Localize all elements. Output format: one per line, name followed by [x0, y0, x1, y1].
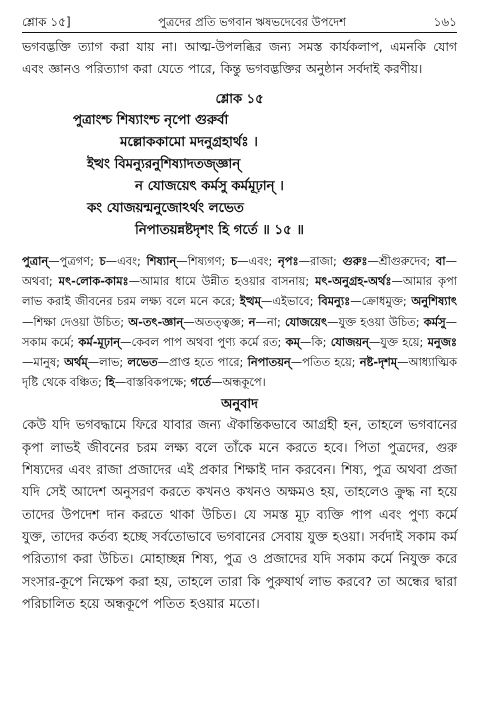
synonym-dash: —: [255, 314, 267, 329]
synonym-word: ইত্থম্: [239, 294, 261, 309]
synonym-dash: —: [48, 254, 60, 268]
synonym-dash: —: [237, 254, 249, 268]
header-page-number: ১৬১: [433, 15, 457, 29]
synonym-meaning: আধ্যাত্মিক দৃষ্টি থেকে বঞ্চিত: [22, 355, 457, 390]
synonym-meaning: অন্ধকূপে: [222, 375, 262, 390]
synonym-meaning: মানুষ: [33, 355, 57, 370]
synonym-dash: —: [298, 254, 310, 268]
synonym-word: অর্থম্: [64, 355, 88, 370]
synonym-meaning: কি: [311, 334, 323, 349]
intro-paragraph: ভগবদ্ভক্তি ত্যাগ করা যায় না। আত্ম-উপলব্ধির জন্য সমস্ত কার্যকলাপ, এমনকি যোগ এবং জ্ঞানও পরিত্যাগ করা যেতে পারে, কিন্তু ভগবদ্ভক্তির অনুষ্ঠান সর্বদাই করণীয়।: [22, 40, 457, 76]
synonym-dash: —: [391, 274, 403, 289]
translation-paragraph: কেউ যদি ভগবদ্ধামে ফিরে যাবার জন্য ঐকান্তিকভাবে আগ্রহী হন, তাহলে ভগবানের কৃপা লাভই জীবনের চরম লক্ষ্য বলে তাঁকে মনে করতে হবে। পিতা পুত্রদের, গুরু শিষ্যদের এবং রাজা প্রজাদের এই প্রকার শিক্ষাই দান করবেন। শিষ্য, পুত্র অথবা প্রজা যদি সেই আদেশ অনুসরণ করতে কখনও কখনও অক্ষমও হয়, তাহলেও ক্রুদ্ধ না হয়ে তাদের উপদেশ দান করতে থাকা উচিত। যে সমস্ত মূঢ় ব্যক্তি পাপ এবং পুণ্য কর্মে যুক্ত, তাদের কর্তব্য হচ্ছে সর্বতোভাবে ভগবানের সেবায় যুক্ত হওয়া। সর্বদাই সকাম কর্ম পরিত্যাগ করা উচিত। মোহাচ্ছন্ন শিষ্য, পুত্র ও প্রজাদের যদি সকাম কর্মে নিযুক্ত করে সংসার-কূপে নিক্ষেপ করা হয়, তাহলে তারা কি পুরুষার্থ লাভ করবে? তা অন্ধের দ্বারা পরিচালিত হয়ে অন্ধকূপে পতিত হওয়ার মতো।: [22, 418, 457, 612]
synonym-dash: —: [87, 355, 100, 370]
header-chapter-title: পুত্রদের প্রতি ভগবান ঋষভদেবের উপদেশ: [158, 15, 346, 29]
synonym-word: নষ্ট-দৃশম্: [359, 355, 398, 370]
synonym-meaning: অতত্ত্বজ্ঞ: [194, 314, 241, 329]
synonym-separator: ;: [240, 314, 249, 329]
synonym-dash: —: [211, 375, 223, 390]
synonym-separator: ;: [221, 254, 231, 268]
synonym-dash: —: [445, 314, 458, 329]
synonym-word: হি: [105, 375, 115, 390]
synonym-word: গুরুঃ: [342, 254, 368, 268]
synonym-word: মৎ-লোক-কামঃ: [58, 274, 129, 289]
synonym-dash: —: [368, 334, 381, 349]
synonym-meaning: পতিত হয়ে: [302, 355, 352, 370]
synonym-word: লভেত: [127, 355, 158, 370]
verse-heading: শ্লোক ১৫: [215, 92, 264, 107]
synonym-word: শিষ্যান্: [146, 254, 177, 268]
synonym-meaning: পুত্রগণ: [59, 254, 91, 268]
synonym-separator: ;: [402, 294, 412, 309]
synonym-dash: —: [260, 294, 273, 309]
synonym-separator: ;: [70, 334, 79, 349]
synonym-word: যোজয়ন্: [330, 334, 369, 349]
synonym-dash: —: [327, 314, 339, 329]
synonym-meaning: এবং: [117, 254, 138, 268]
synonym-separator: ;: [419, 334, 428, 349]
synonym-dash: —: [350, 294, 362, 309]
synonym-dash: —: [183, 314, 195, 329]
synonym-dash: —: [114, 375, 127, 390]
synonym-meaning: এইভাবে: [272, 294, 310, 309]
synonym-meaning: এবং: [248, 254, 269, 268]
synonym-dash: —: [120, 334, 132, 349]
synonym-separator: ;: [231, 294, 240, 309]
synonym-separator: ;: [56, 355, 65, 370]
synonym-dash: —: [290, 355, 303, 370]
synonym-word: মনুজঃ: [427, 334, 457, 349]
header-verse-ref: শ্লোক ১৫]: [22, 15, 71, 29]
synonym-word: ন: [248, 314, 256, 329]
synonym-word: নিপাতয়ন্: [247, 355, 291, 370]
synonym-meaning: আমার কৃপা লাভ করাই জীবনের চরম লক্ষ্য বলে মনে করে: [22, 274, 457, 309]
verse-line: মল্লোককামো মদনুগ্রহার্থঃ ।: [120, 135, 258, 150]
synonym-separator: ;: [90, 254, 100, 268]
synonym-word: অ-তৎ-জ্ঞান্: [128, 314, 184, 329]
synonym-dash: —: [157, 355, 169, 370]
synonym-meaning: কেবল পাপ অথবা পুণ্য কর্মে রত: [131, 334, 278, 349]
synonym-dash: —: [176, 254, 188, 268]
synonym-dash: —: [22, 314, 34, 329]
word-for-word-synonyms: [22, 251, 457, 392]
synonym-meaning: প্রাপ্ত হতে পারে: [168, 355, 240, 370]
synonym-word: চ: [99, 254, 106, 268]
synonym-meaning: যুক্ত হওয়া উচিত: [338, 314, 416, 329]
synonym-separator: ;: [333, 254, 343, 268]
verse-line: পুত্রাংশ্চ শিষ্যাংশ্চ নৃপো গুরুর্বা: [73, 113, 229, 128]
synonym-word: পুত্রান্: [22, 254, 49, 268]
synonym-separator: ;: [48, 274, 59, 289]
synonym-separator: ;: [137, 254, 147, 268]
synonym-separator: ;: [277, 334, 286, 349]
synonym-dash: —: [445, 254, 457, 268]
synonym-word: কম্: [285, 334, 300, 349]
synonym-meaning: আমার ধামে উন্নীত হওয়ার বাসনায়: [139, 274, 306, 289]
synonym-word: কর্ম-মূঢ়ান্: [78, 334, 121, 349]
synonym-separator: ;: [268, 254, 278, 268]
verse-line: কং যোজয়ন্মনুজোঽর্থং লভেত: [87, 201, 244, 216]
synonym-separator: ;: [119, 355, 128, 370]
synonym-word: অনুশিষ্যাৎ: [411, 294, 457, 309]
synonym-word: নৃপঃ: [277, 254, 299, 268]
synonym-dash: —: [397, 355, 409, 370]
synonym-separator: ;: [305, 274, 316, 289]
synonym-dash: —: [22, 355, 34, 370]
synonym-separator: ;: [120, 314, 129, 329]
synonym-meaning: শিক্ষা দেওয়া উচিত: [33, 314, 121, 329]
synonym-word: চ: [231, 254, 238, 268]
synonym-separator: ।: [261, 375, 266, 390]
synonym-separator: ;: [322, 334, 331, 349]
synonym-separator: ;: [239, 355, 248, 370]
synonym-meaning: শিষ্যগণ: [187, 254, 222, 268]
synonym-separator: ;: [97, 375, 106, 390]
synonym-meaning: যুক্ত হয়ে: [380, 334, 420, 349]
synonym-separator: ;: [426, 254, 436, 268]
synonym-dash: —: [128, 274, 140, 289]
synonym-word: গর্তে: [190, 375, 212, 390]
verse-line: নিপাতয়ন্নষ্টদৃশং হি গর্তে ॥ ১৫ ॥: [135, 223, 304, 238]
verse-line: ন যোজয়েৎ কর্মসু কর্মমূঢ়ান্ ।: [135, 179, 284, 194]
sanskrit-verse: [22, 110, 457, 242]
synonym-dash: —: [367, 254, 379, 268]
synonym-meaning: সকাম কর্মে: [22, 334, 71, 349]
synonym-meaning: রাজা: [309, 254, 334, 268]
synonym-meaning: ক্রোধমুক্ত: [361, 294, 403, 309]
synonym-dash: —: [105, 254, 118, 268]
synonym-word: বিমন্যুঃ: [318, 294, 351, 309]
synonym-word: মৎ-অনুগ্রহ-অর্থঃ: [315, 274, 392, 289]
synonym-word: যোজয়েৎ: [285, 314, 328, 329]
synonym-word: কর্মসু: [423, 314, 446, 329]
translation-heading: অনুবাদ: [221, 397, 258, 413]
verse-line: ইত্থং বিমন্যুরনুশিষ্যাদতজ্জ্ঞান্: [87, 157, 241, 172]
synonym-meaning: লাভ: [99, 355, 120, 370]
synonym-separator: ;: [415, 314, 424, 329]
synonym-separator: ;: [351, 355, 360, 370]
synonym-separator: ;: [276, 314, 286, 329]
synonym-meaning: না: [266, 314, 277, 329]
synonym-separator: ;: [183, 375, 191, 390]
synonym-word: বা: [435, 254, 446, 268]
synonym-meaning: শ্রীগুরুদেব: [378, 254, 427, 268]
synonym-separator: ;: [309, 294, 319, 309]
synonym-meaning: অথবা: [22, 274, 49, 289]
synonym-dash: —: [299, 334, 312, 349]
synonym-meaning: বাস্তবিকপক্ষে: [126, 375, 184, 390]
page-header: [22, 14, 457, 33]
